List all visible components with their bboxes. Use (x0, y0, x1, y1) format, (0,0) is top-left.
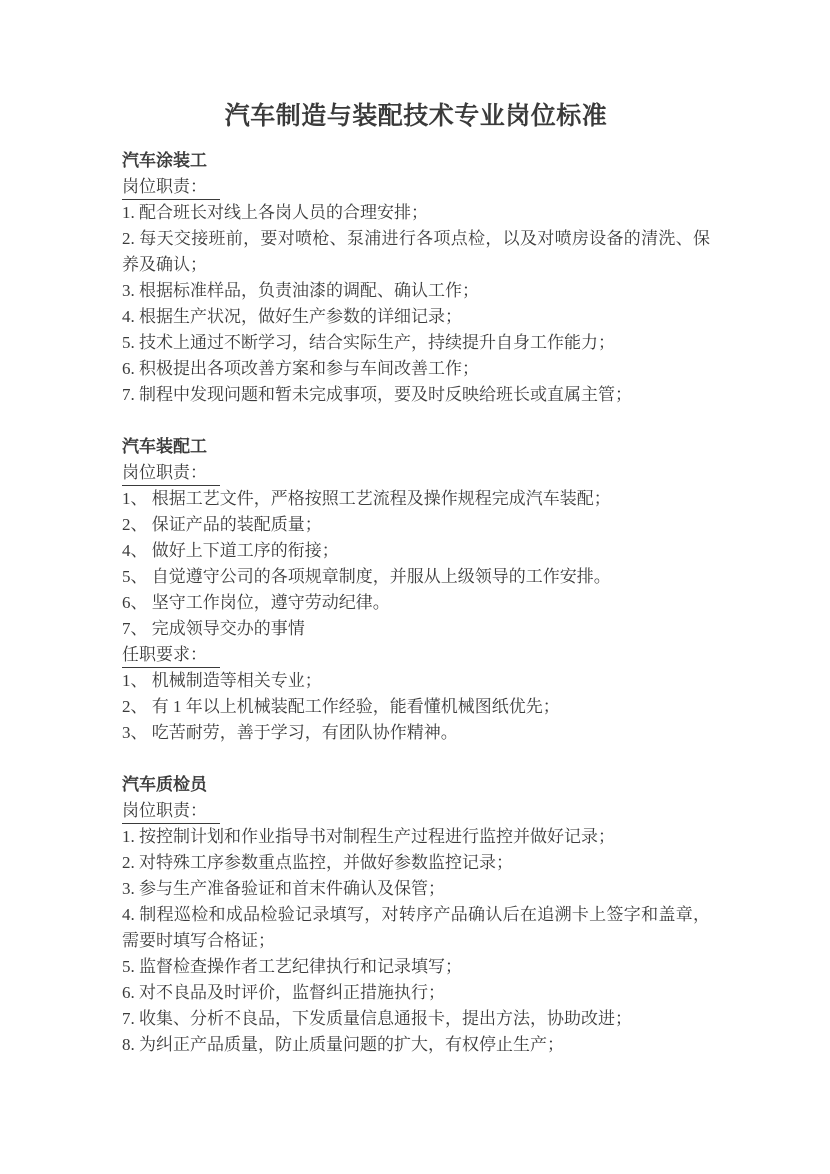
duty-item: 1、 根据工艺文件，严格按照工艺流程及操作规程完成汽车装配； (122, 489, 611, 508)
duty-item: 6. 积极提出各项改善方案和参与车间改善工作； (122, 359, 479, 378)
job-heading: 汽车涂装工 (122, 151, 207, 170)
job-heading: 汽车质检员 (122, 775, 207, 794)
duty-item: 7、 完成领导交办的事情 (122, 619, 305, 638)
job-section-inspector (122, 772, 710, 1058)
duties-label: 岗位职责： (122, 461, 220, 486)
duty-item: 5、 自觉遵守公司的各项规章制度，并服从上级领导的工作安排。 (122, 567, 611, 586)
duty-item: 4、 做好上下道工序的衔接； (122, 541, 339, 560)
duties-label: 岗位职责： (122, 175, 220, 200)
duty-item: 3. 参与生产准备验证和首末件确认及保管； (122, 879, 445, 898)
duty-item: 7. 制程中发现问题和暂未完成事项，要及时反映给班长或直属主管； (122, 385, 632, 404)
duty-item: 3. 根据标准样品，负责油漆的调配、确认工作； (122, 281, 479, 300)
duties-label: 岗位职责： (122, 799, 220, 824)
duty-item: 5. 监督检查操作者工艺纪律执行和记录填写； (122, 957, 462, 976)
requirements-label-line (122, 642, 710, 668)
duties-label-line (122, 174, 710, 200)
job-section-painter (122, 148, 710, 408)
duty-item: 1. 按控制计划和作业指导书对制程生产过程进行监控并做好记录； (122, 827, 615, 846)
duty-item: 2. 对特殊工序参数重点监控，并做好参数监控记录； (122, 853, 513, 872)
duties-label-line (122, 798, 710, 824)
requirement-item: 2、 有 1 年以上机械装配工作经验，能看懂机械图纸优先； (122, 697, 560, 716)
requirements-label: 任职要求： (122, 643, 220, 668)
job-heading: 汽车装配工 (122, 437, 207, 456)
document-title: 汽车制造与装配技术专业岗位标准 (224, 103, 608, 130)
job-section-assembler (122, 434, 710, 746)
duty-item: 7. 收集、分析不良品，下发质量信息通报卡，提出方法，协助改进； (122, 1009, 632, 1028)
duty-item: 1. 配合班长对线上各岗人员的合理安排； (122, 203, 428, 222)
duties-label-line (122, 460, 710, 486)
requirement-item: 1、 机械制造等相关专业； (122, 671, 322, 690)
duty-item: 4. 根据生产状况，做好生产参数的详细记录； (122, 307, 462, 326)
duty-item: 4. 制程巡检和成品检验记录填写，对转序产品确认后在追溯卡上签字和盖章，需要时填写合格证； (122, 905, 710, 950)
duty-item: 2、 保证产品的装配质量； (122, 515, 322, 534)
duty-item: 6. 对不良品及时评价，监督纠正措施执行； (122, 983, 445, 1002)
duty-item: 8. 为纠正产品质量，防止质量问题的扩大，有权停止生产； (122, 1035, 564, 1054)
duty-item: 5. 技术上通过不断学习，结合实际生产，持续提升自身工作能力； (122, 333, 615, 352)
requirement-item: 3、 吃苦耐劳，善于学习，有团队协作精神。 (122, 723, 458, 742)
duty-item: 2. 每天交接班前，要对喷枪、泵浦进行各项点检，以及对喷房设备的清洗、保养及确认； (122, 229, 710, 274)
duty-item: 6、 坚守工作岗位，遵守劳动纪律。 (122, 593, 390, 612)
